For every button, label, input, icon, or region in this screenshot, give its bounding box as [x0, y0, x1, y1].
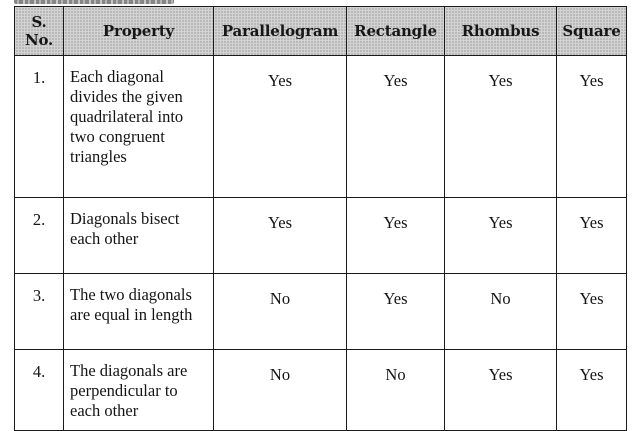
header-sno: S. No.	[15, 7, 64, 56]
cell-parallelogram: No	[214, 350, 347, 431]
cell-rhombus: Yes	[445, 56, 557, 198]
table-row	[15, 350, 627, 431]
table-row	[15, 274, 627, 350]
cell-sno: 4.	[15, 350, 64, 431]
cell-sno: 3.	[15, 274, 64, 350]
cell-rhombus: Yes	[445, 350, 557, 431]
cell-rectangle: Yes	[347, 198, 445, 274]
quadrilateral-properties-table	[14, 6, 627, 431]
header-row	[15, 7, 627, 56]
cell-sno: 1.	[15, 56, 64, 198]
header-parallelogram: Parallelogram	[214, 7, 347, 56]
table-row	[15, 198, 627, 274]
header-rectangle: Rectangle	[347, 7, 445, 56]
header-square: Square	[557, 7, 627, 56]
cell-parallelogram: Yes	[214, 56, 347, 198]
cell-property: The diagonals are perpendicular to each other	[64, 350, 214, 431]
cell-rectangle: Yes	[347, 274, 445, 350]
cell-rhombus: Yes	[445, 198, 557, 274]
cell-rectangle: No	[347, 350, 445, 431]
cell-rhombus: No	[445, 274, 557, 350]
cell-sno: 2.	[15, 198, 64, 274]
table-header	[15, 7, 627, 56]
table-body	[15, 56, 627, 431]
cell-parallelogram: Yes	[214, 198, 347, 274]
cell-square: Yes	[557, 274, 627, 350]
cell-rectangle: Yes	[347, 56, 445, 198]
cell-square: Yes	[557, 56, 627, 198]
cell-property: The two diagonals are equal in length	[64, 274, 214, 350]
cell-property: Each diagonal divides the given quadrilateral into two congruent triangles	[64, 56, 214, 198]
cell-square: Yes	[557, 198, 627, 274]
header-rhombus: Rhombus	[445, 7, 557, 56]
cell-parallelogram: No	[214, 274, 347, 350]
cell-square: Yes	[557, 350, 627, 431]
header-property: Property	[64, 7, 214, 56]
table-row	[15, 56, 627, 198]
cell-property: Diagonals bisect each other	[64, 198, 214, 274]
